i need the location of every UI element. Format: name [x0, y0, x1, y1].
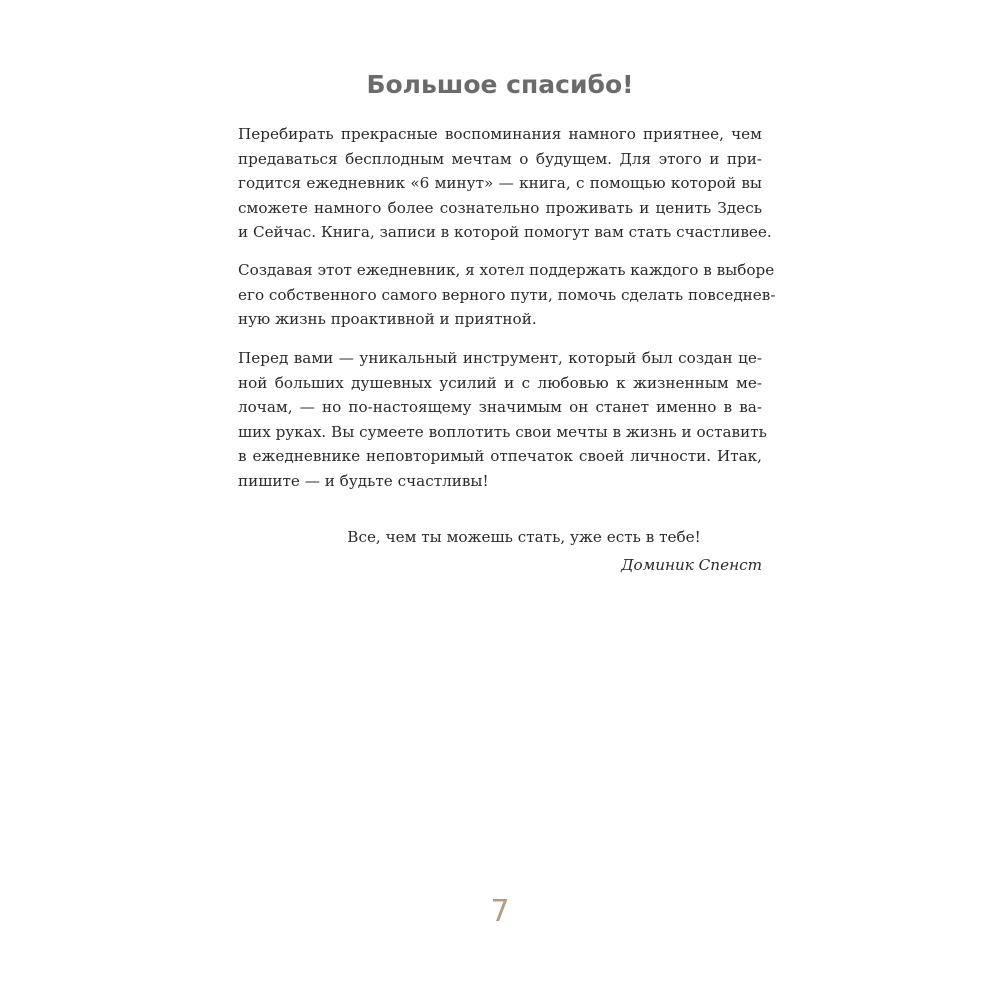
- paragraph-line: пишите — и будьте счастливы!: [238, 471, 489, 490]
- paragraph-line: Создавая этот ежедневник, я хотел поддержать каждого в выборе: [238, 261, 775, 279]
- paragraph-line: Перебирать прекрасные воспоминания намного приятнее, чем: [238, 125, 762, 143]
- paragraph-line: и Сейчас. Книга, записи в которой помогут вам стать счастливее.: [238, 223, 772, 241]
- paragraph-line: Перед вами — уникальный инструмент, который был создан це-: [238, 349, 762, 367]
- paragraph-line: сможете намного более сознательно проживать и ценить Здесь: [238, 198, 762, 217]
- paragraph-1: [238, 122, 772, 245]
- paragraph-line: ную жизнь проактивной и приятной.: [238, 310, 537, 328]
- paragraph-line: предаваться бесплодным мечтам о будущем. Для этого и при-: [238, 149, 762, 168]
- paragraph-3: [238, 346, 767, 493]
- paragraph-line: ших руках. Вы сумеете воплотить свои мечты в жизнь и оставить: [238, 422, 767, 441]
- paragraph-line: его собственного самого верного пути, помочь сделать повседнев-: [238, 285, 776, 304]
- page-title: Большое спасибо!: [366, 70, 634, 99]
- quote-author: Доминик Спенст: [621, 556, 762, 574]
- paragraph-line: в ежедневнике неповторимый отпечаток своей личности. Итак,: [238, 447, 762, 465]
- paragraph-line: годится ежедневник «6 минут» — книга, с помощью которой вы: [238, 174, 762, 192]
- paragraph-line: лочам, — но по-настоящему значимым он станет именно в ва-: [238, 398, 762, 416]
- page-number: 7: [490, 894, 510, 929]
- paragraph-line: ной больших душевных усилий и с любовью к жизненным ме-: [238, 373, 762, 392]
- paragraph-2: [238, 258, 776, 332]
- quote-text: Все, чем ты можешь стать, уже есть в тебе!: [347, 528, 701, 546]
